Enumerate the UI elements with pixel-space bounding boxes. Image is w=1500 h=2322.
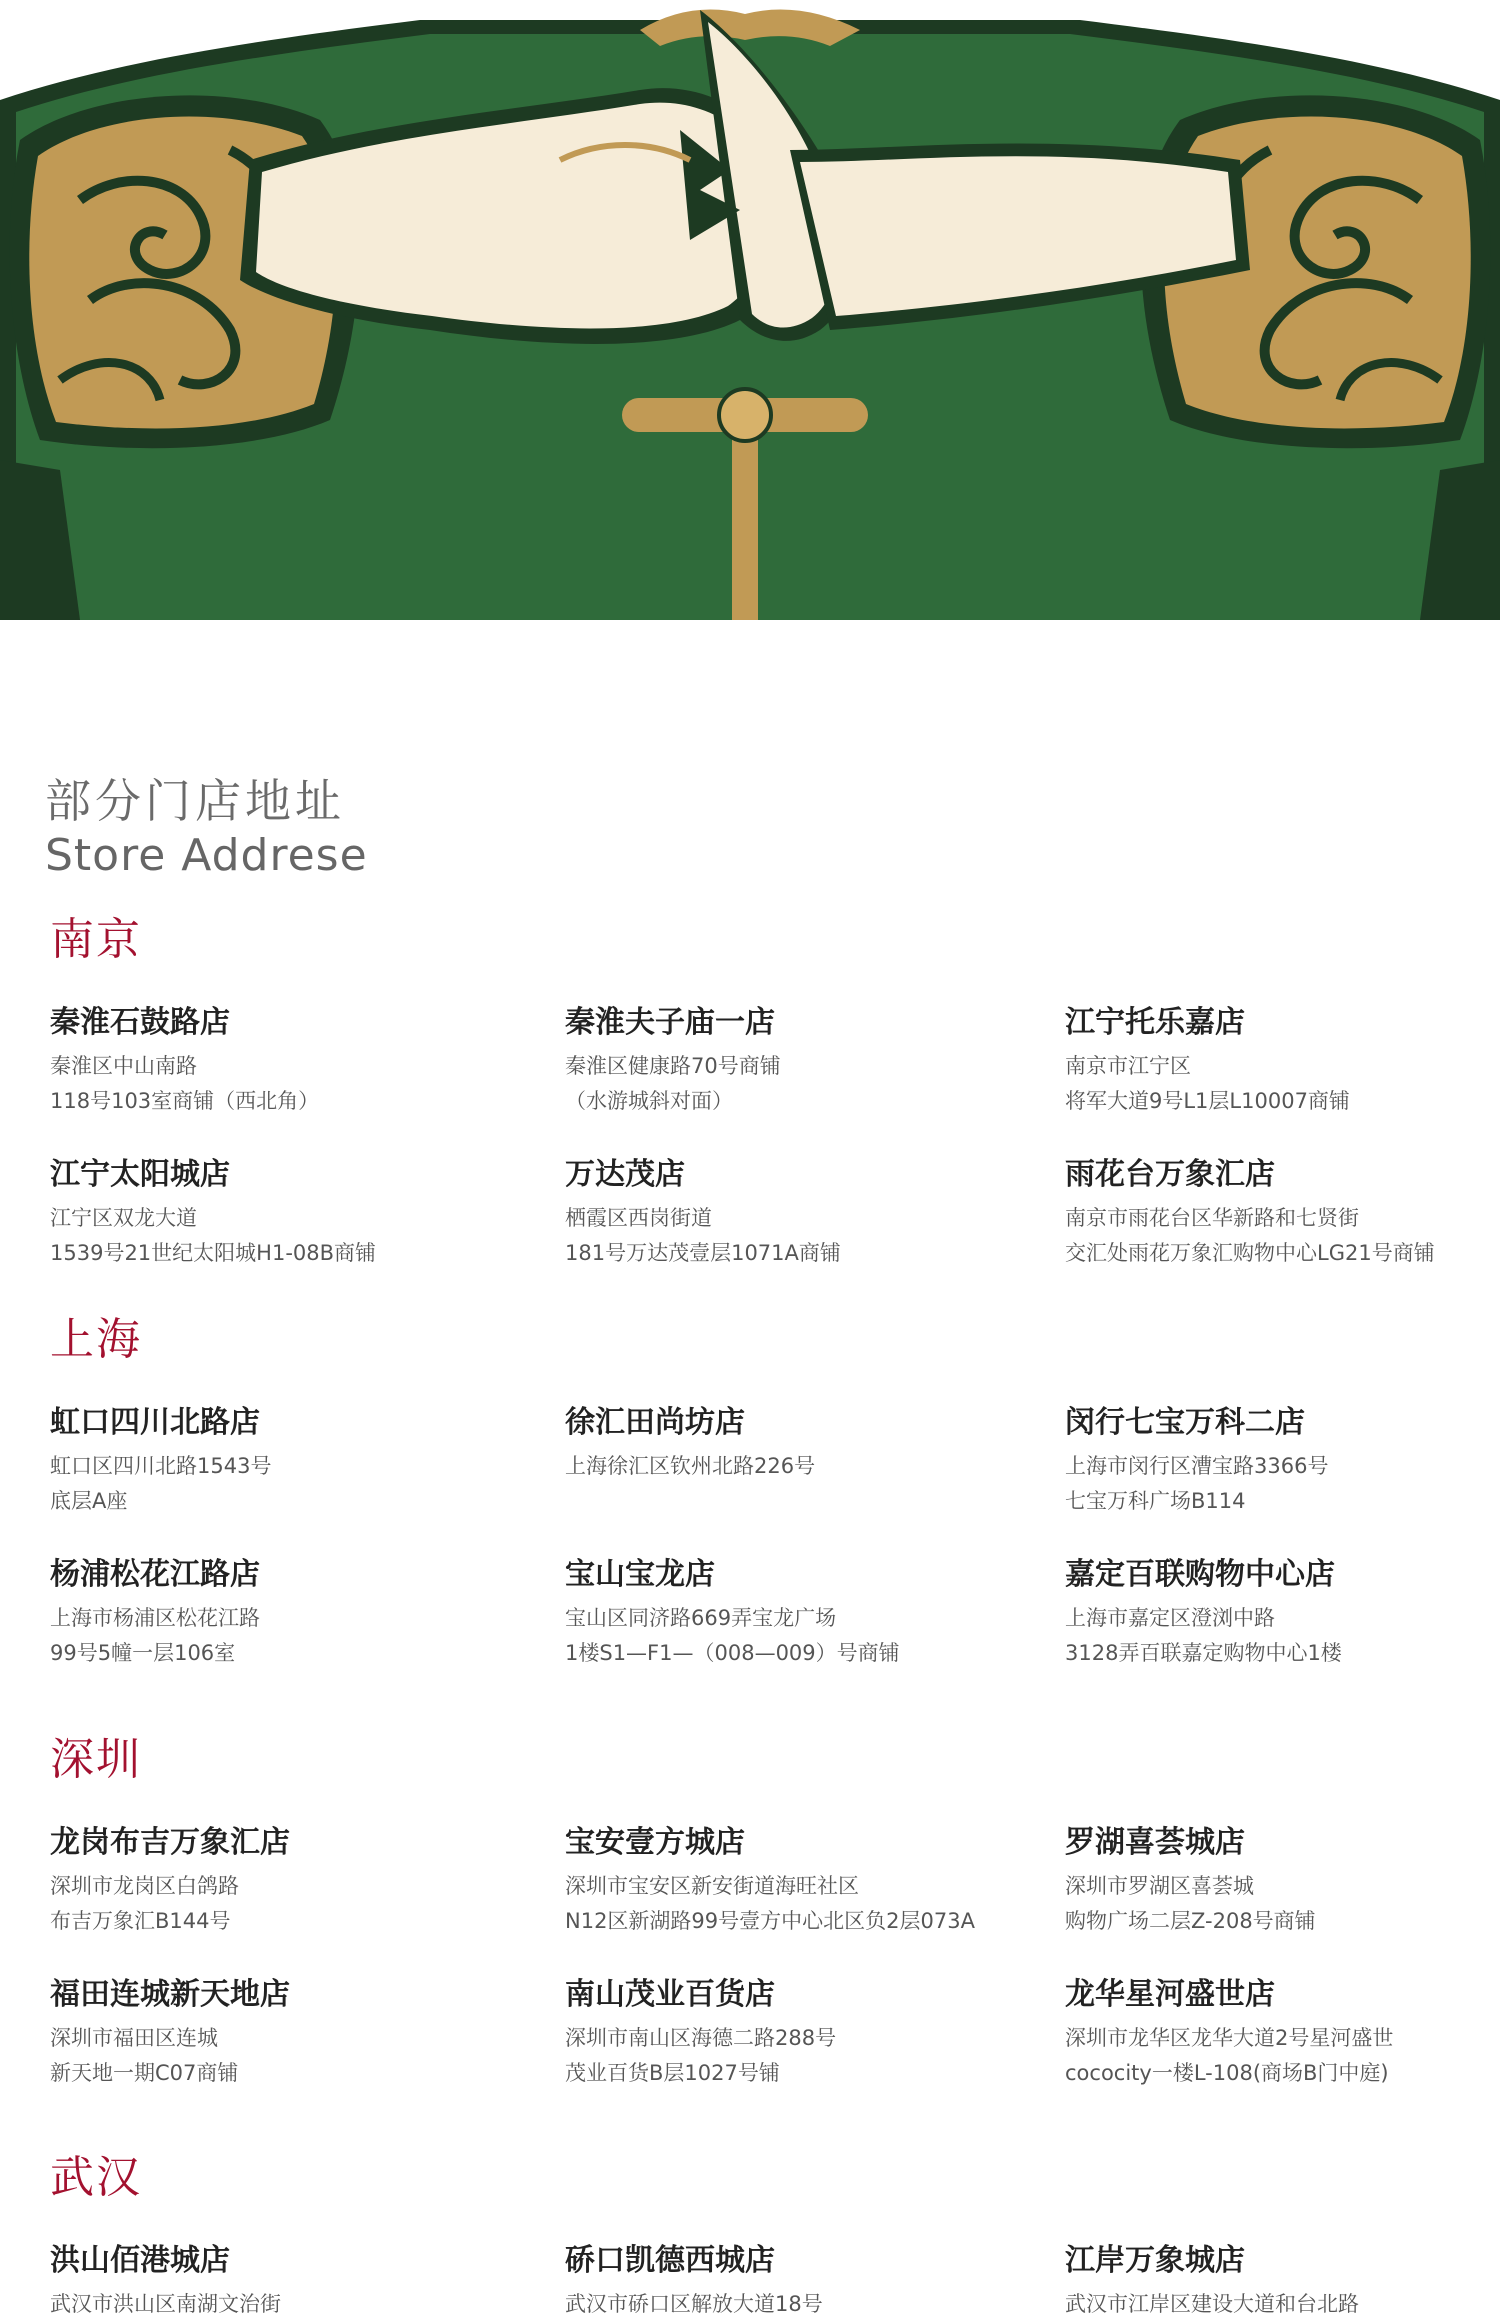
store-card [50,1157,490,1265]
store-address-line: 深圳市南山区海德二路288号 [565,2026,837,2050]
store-address-line: 武汉市洪山区南湖文治街 [50,2292,281,2316]
store-name: 江岸万象城店 [1065,2243,1245,2278]
store-card [565,1825,1005,1933]
store-card [1065,1405,1500,1513]
store-address-line: 秦淮区中山南路 [50,1054,197,1078]
store-address-line: 虹口区四川北路1543号 [50,1454,272,1478]
store-address-line: 南京市雨花台区华新路和七贤街 [1065,1206,1359,1230]
store-name: 杨浦松花江路店 [50,1557,260,1592]
store-address-line: 江宁区双龙大道 [50,1206,197,1230]
store-address-line: 茂业百货B层1027号铺 [565,2061,780,2085]
store-address-line: 深圳市福田区连城 [50,2026,218,2050]
store-address-line: 七宝万科广场B114 [1065,1489,1246,1513]
store-address-line: 118号103室商铺（西北角） [50,1089,320,1113]
store-name: 硚口凯德西城店 [565,2243,775,2278]
store-card [565,1977,1005,2085]
store-address-line: 购物广场二层Z-208号商铺 [1065,1909,1316,1933]
store-card [50,1405,490,1513]
store-address-line: 上海市杨浦区松花江路 [50,1606,260,1630]
store-card [565,2243,1005,2316]
store-address-line: 181号万达茂壹层1071A商铺 [565,1241,841,1265]
store-card [1065,1825,1500,1933]
store-address-line: cococity一楼L-108(商场B门中庭) [1065,2061,1389,2085]
store-card [50,2243,490,2316]
store-address-line: 1楼S1—F1—（008—009）号商铺 [565,1641,900,1665]
store-address-line: 深圳市龙岗区白鸽路 [50,1874,239,1898]
store-address-line: 武汉市硚口区解放大道18号 [565,2292,823,2316]
city-name: 武汉 [50,2152,142,2203]
store-address-line: （水游城斜对面） [565,1089,733,1113]
store-address-line: 宝山区同济路669弄宝龙广场 [565,1606,837,1630]
store-name: 虹口四川北路店 [50,1405,260,1440]
store-card [565,1405,1005,1478]
store-address-line: 交汇处雨花万象汇购物中心LG21号商铺 [1065,1241,1435,1265]
store-address-line: 布吉万象汇B144号 [50,1909,231,1933]
store-address-line: 深圳市宝安区新安街道海旺社区 [565,1874,859,1898]
store-name: 江宁太阳城店 [50,1157,230,1192]
store-name: 福田连城新天地店 [50,1977,290,2012]
store-card [50,1557,490,1665]
store-address-line: 上海市闵行区漕宝路3366号 [1065,1454,1329,1478]
store-address-line: 底层A座 [50,1489,128,1513]
store-address-line: 武汉市江岸区建设大道和台北路 [1065,2292,1359,2316]
heading-english: Store Addrese [45,830,368,881]
store-name: 闵行七宝万科二店 [1065,1405,1305,1440]
store-card [50,1005,490,1113]
store-card [1065,2243,1500,2316]
store-name: 江宁托乐嘉店 [1065,1005,1245,1040]
store-name: 宝安壹方城店 [565,1825,745,1860]
store-card [50,1977,490,2085]
store-card [1065,1977,1500,2085]
store-address-line: 上海市嘉定区澄浏中路 [1065,1606,1275,1630]
city-name: 上海 [50,1314,142,1365]
store-address-line: N12区新湖路99号壹方中心北区负2层073A [565,1909,975,1933]
fist-salute-illustration [0,0,1500,620]
store-name: 龙岗布吉万象汇店 [50,1825,290,1860]
store-address-line: 南京市江宁区 [1065,1054,1191,1078]
store-address-line: 深圳市龙华区龙华大道2号星河盛世 [1065,2026,1394,2050]
store-name: 雨花台万象汇店 [1065,1157,1275,1192]
store-address-line: 1539号21世纪太阳城H1-08B商铺 [50,1241,377,1265]
store-name: 嘉定百联购物中心店 [1065,1557,1335,1592]
store-card [1065,1005,1500,1113]
store-card [565,1157,1005,1265]
store-name: 秦淮石鼓路店 [50,1005,230,1040]
store-name: 万达茂店 [565,1157,685,1192]
store-card [565,1005,1005,1113]
city-name: 深圳 [50,1734,142,1785]
store-address-line: 将军大道9号L1层L10007商铺 [1065,1089,1350,1113]
hero-illustration [0,0,1500,620]
store-card [1065,1157,1500,1265]
store-address-line: 秦淮区健康路70号商铺 [565,1054,781,1078]
store-address-line: 深圳市罗湖区喜荟城 [1065,1874,1254,1898]
store-address-line: 上海徐汇区钦州北路226号 [565,1454,816,1478]
store-name: 南山茂业百货店 [565,1977,775,2012]
heading-chinese: 部分门店地址 [45,774,345,828]
store-name: 宝山宝龙店 [565,1557,715,1592]
store-address-line: 99号5幢一层106室 [50,1641,236,1665]
store-address-line: 栖霞区西岗街道 [565,1206,712,1230]
store-card [565,1557,1005,1665]
store-name: 罗湖喜荟城店 [1065,1825,1245,1860]
store-address-line: 新天地一期C07商铺 [50,2061,239,2085]
store-address-line: 3128弄百联嘉定购物中心1楼 [1065,1641,1342,1665]
store-name: 洪山佰港城店 [50,2243,230,2278]
store-address-heading [45,774,368,881]
store-name: 徐汇田尚坊店 [565,1405,745,1440]
city-name: 南京 [50,914,142,965]
store-name: 秦淮夫子庙一店 [565,1005,775,1040]
store-card [50,1825,490,1933]
store-card [1065,1557,1500,1665]
store-name: 龙华星河盛世店 [1065,1977,1275,2012]
